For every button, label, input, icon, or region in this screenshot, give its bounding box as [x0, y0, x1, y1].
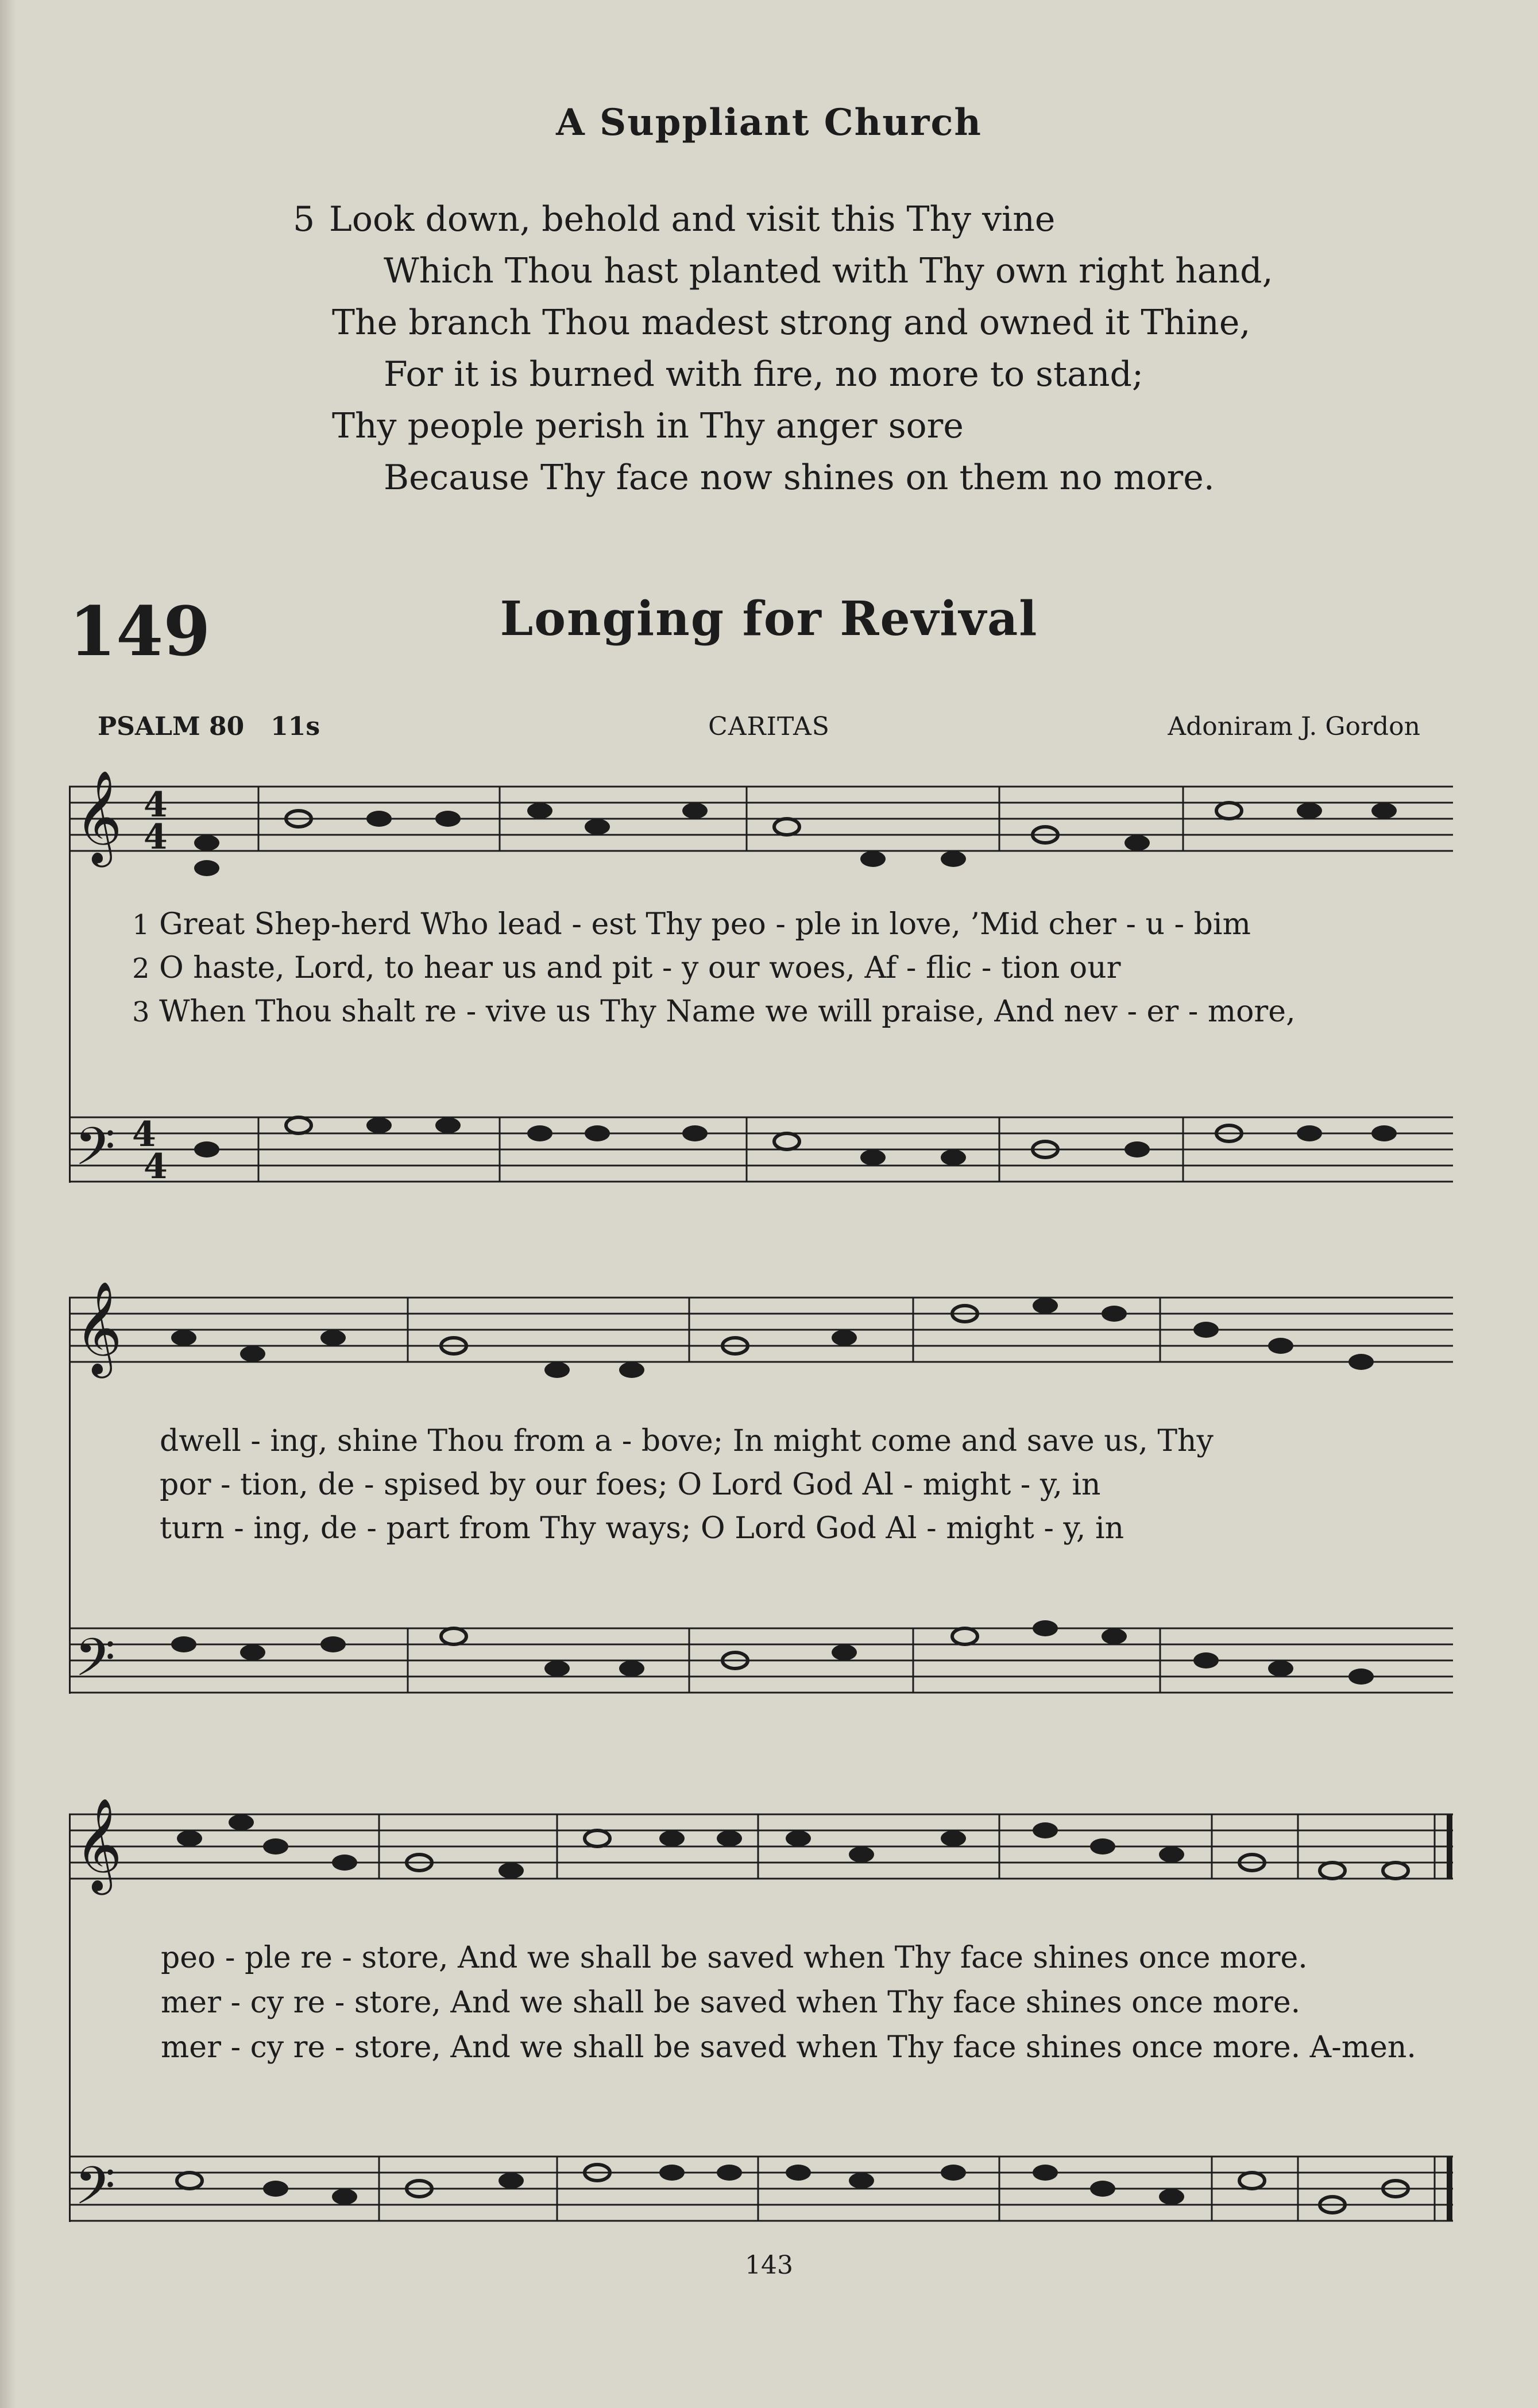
verse-number-3: 3 [132, 996, 150, 1028]
page-number: 143 [745, 2251, 793, 2280]
svg-text:4: 4 [144, 817, 168, 857]
verse-number-2: 2 [132, 953, 150, 985]
music-system-3 [69, 1797, 1453, 2233]
stanza-line-6: Because Thy face now shines on them no more. [384, 458, 1215, 498]
music-system-1 [69, 769, 1453, 1194]
verse-3-line-3: mer - cy re - store, And we shall be saved when Thy face shines once more. A-men. [161, 2030, 1416, 2065]
verse-1-line-1 [132, 908, 1251, 941]
psalm-label: PSALM 80 [98, 712, 245, 741]
verse-lyric: Great Shep-herd Who lead - est Thy peo - ple in love, ’Mid cher - u - bim [159, 907, 1251, 942]
svg-text:𝄢: 𝄢 [75, 1627, 115, 1701]
hymn-number: 149 [69, 591, 211, 671]
svg-text:4: 4 [132, 1114, 156, 1155]
tune-name: CARITAS [708, 712, 830, 741]
verse-lyric: When Thou shalt re - vive us Thy Name we will praise, And nev - er - more, [159, 994, 1296, 1029]
previous-hymn-title: A Suppliant Church [556, 101, 982, 144]
stanza-line-2: Which Thou hast planted with Thy own right hand, [384, 251, 1273, 291]
composer-name: Adoniram J. Gordon [1168, 712, 1420, 741]
verse-1-line-3: peo - ple re - store, And we shall be saved when Thy face shines once more. [161, 1941, 1308, 1975]
verse-2-line-2: por - tion, de - spised by our foes; O Lord God Al - might - y, in [160, 1468, 1101, 1502]
hymn-title: Longing for Revival [500, 591, 1038, 646]
stanza-line-1: Look down, behold and visit this Thy vine [329, 199, 1056, 239]
stanza-line-5: Thy people perish in Thy anger sore [332, 406, 964, 446]
svg-text:𝄢: 𝄢 [75, 1116, 115, 1190]
svg-text:𝄞: 𝄞 [75, 1798, 122, 1891]
svg-text:𝄞: 𝄞 [75, 1281, 122, 1375]
music-system-2 [69, 1280, 1453, 1705]
stanza-line-3: The branch Thou madest strong and owned it Thine, [332, 303, 1251, 343]
verse-3-line-1 [132, 996, 1296, 1028]
stanza-number: 5 [293, 199, 315, 239]
svg-text:4: 4 [144, 1147, 168, 1187]
svg-text:4: 4 [144, 785, 168, 825]
page-edge [0, 0, 16, 2408]
verse-2-line-1 [132, 952, 1121, 985]
verse-1-line-2: dwell - ing, shine Thou from a - bove; In might come and save us, Thy [160, 1424, 1214, 1458]
verse-3-line-2: turn - ing, de - part from Thy ways; O Lord God Al - might - y, in [160, 1511, 1124, 1546]
stanza-line-4: For it is burned with fire, no more to stand; [384, 354, 1144, 394]
verse-lyric: O haste, Lord, to hear us and pit - y our woes, Af - flic - tion our [159, 951, 1121, 985]
verse-number-1: 1 [132, 909, 150, 941]
svg-text:𝄞: 𝄞 [75, 770, 122, 864]
meter-label: 11s [270, 712, 320, 741]
verse-2-line-3: mer - cy re - store, And we shall be saved when Thy face shines once more. [161, 1985, 1301, 2020]
svg-text:𝄢: 𝄢 [75, 2155, 115, 2229]
